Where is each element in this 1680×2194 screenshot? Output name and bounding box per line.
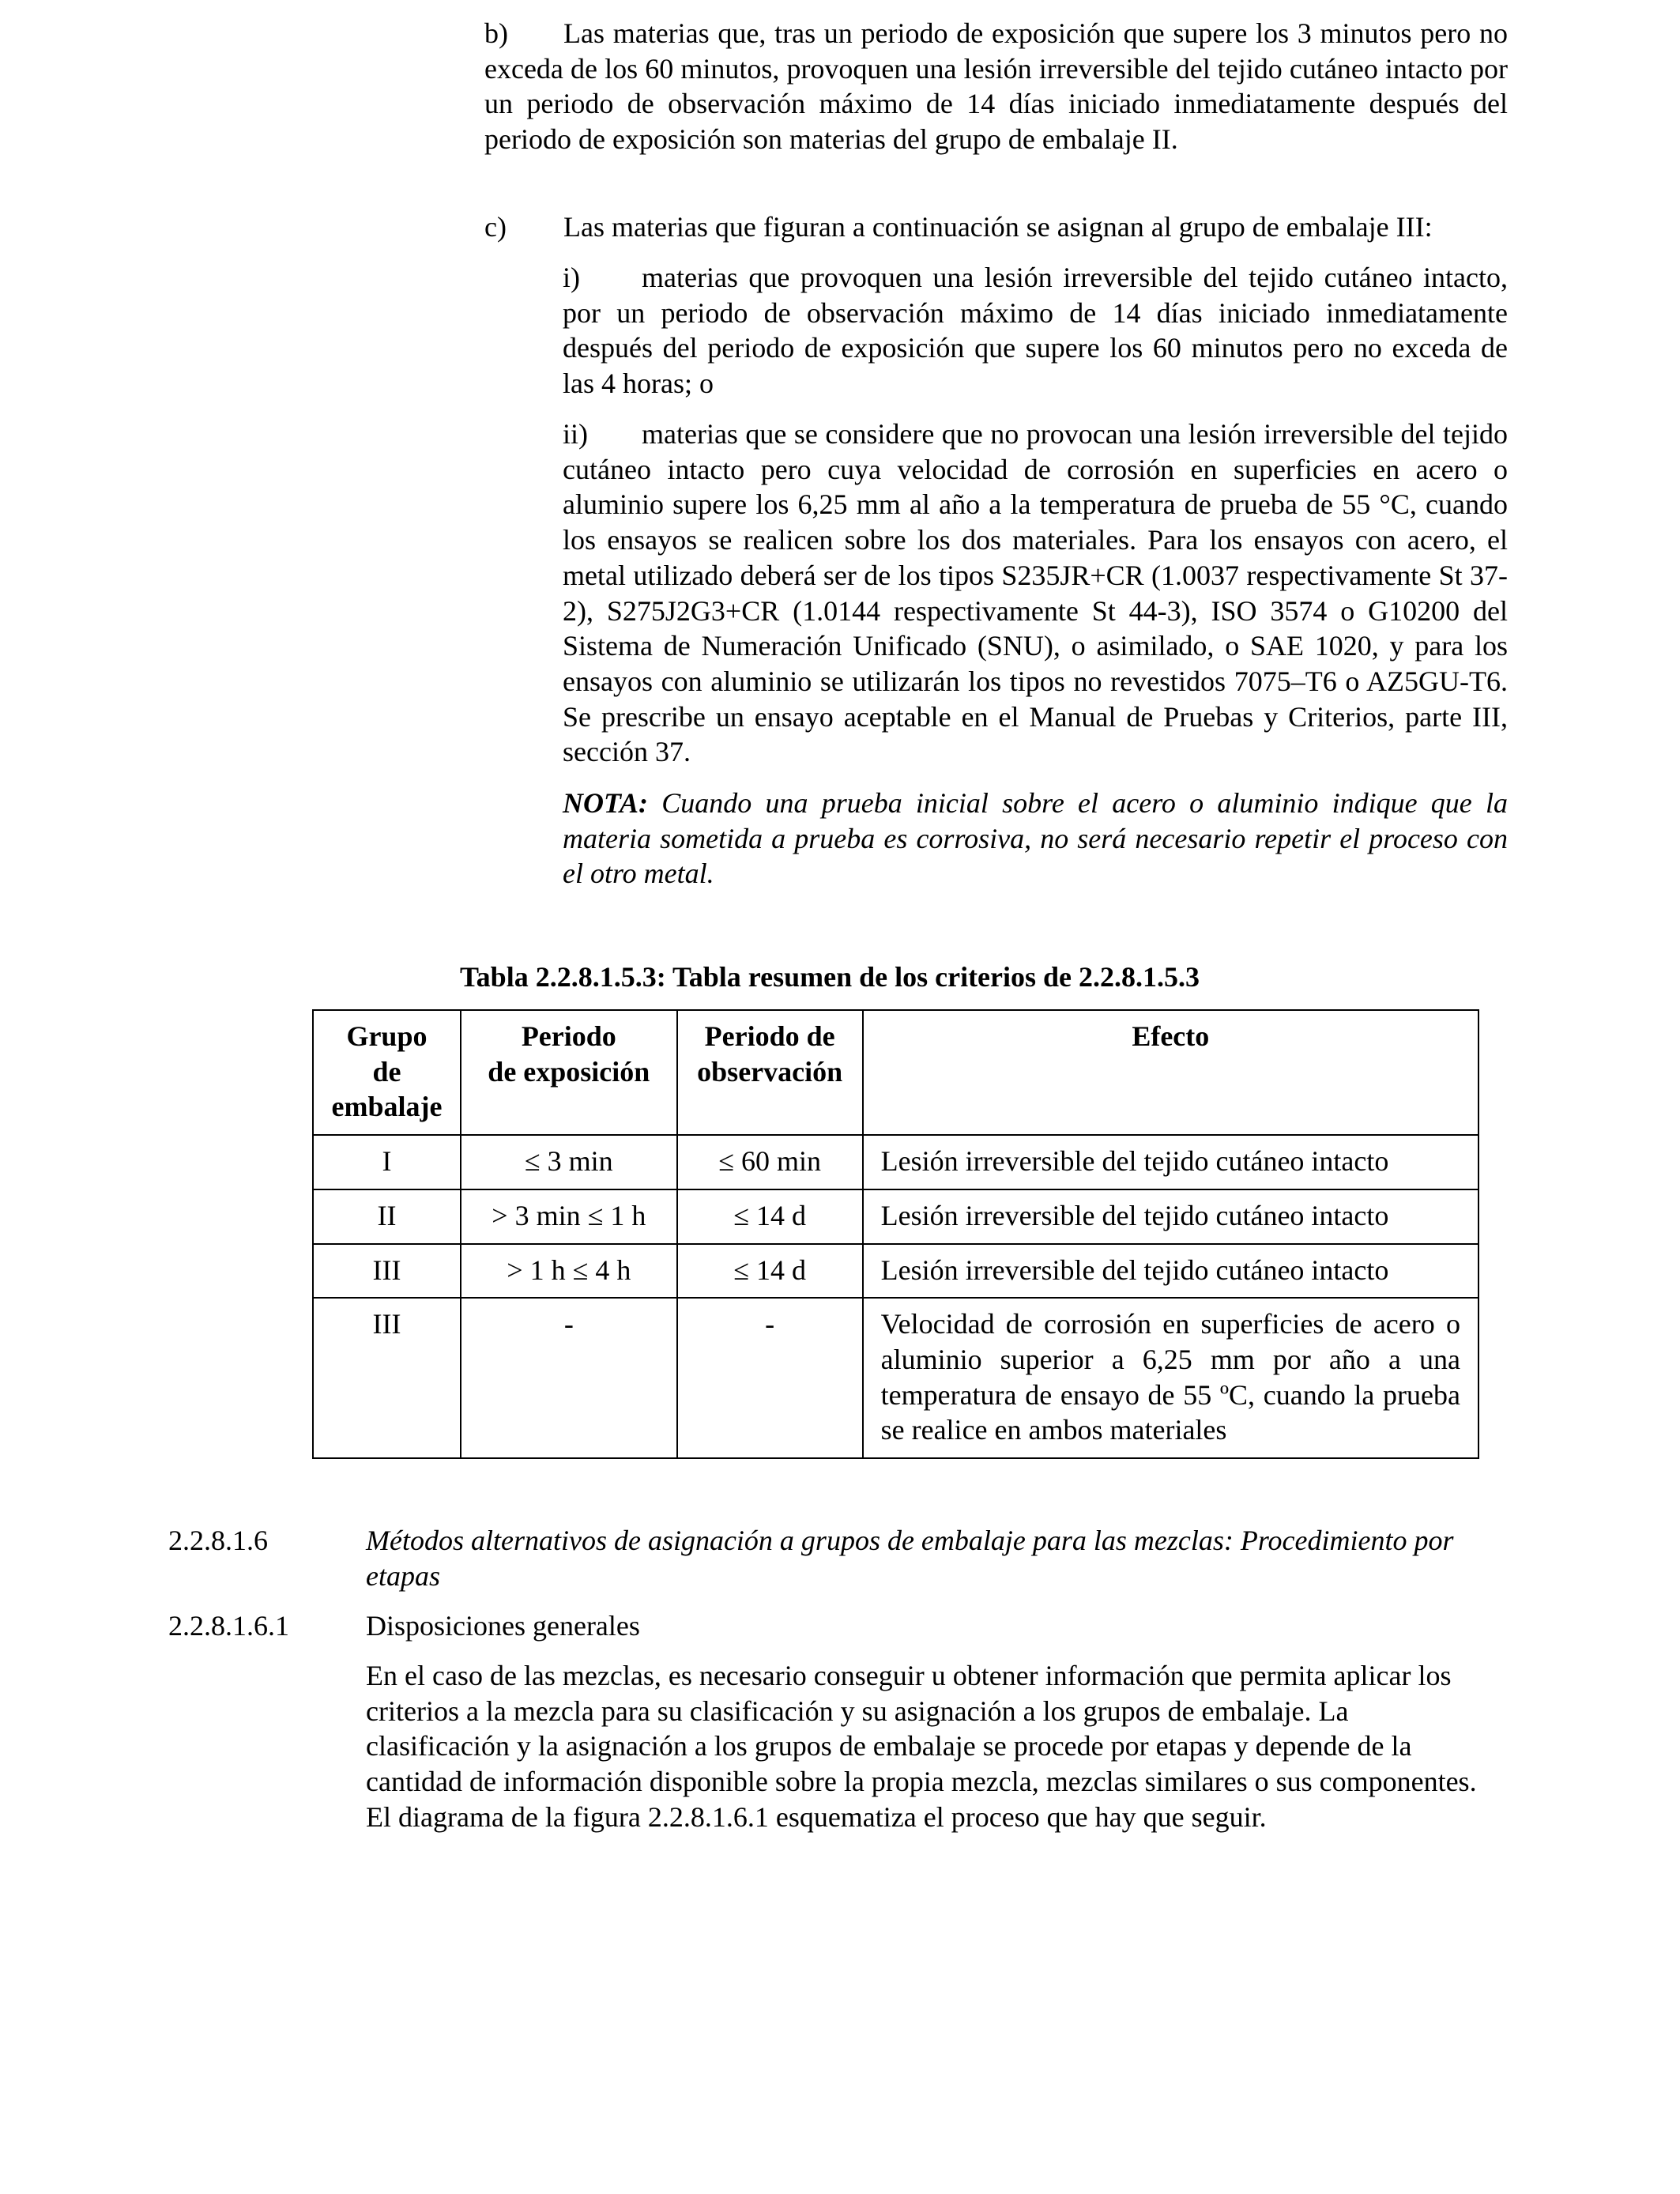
nota-text: Cuando una prueba inicial sobre el acero o aluminio indique que la materia sometida a prueba es corrosiva, no será necesario repetir el proceso con el otro metal. bbox=[563, 787, 1508, 890]
cell-exposicion: > 3 min ≤ 1 h bbox=[461, 1189, 677, 1244]
item-b-label: b) bbox=[484, 17, 508, 49]
section-2-2-8-1-6-number: 2.2.8.1.6 bbox=[168, 1525, 268, 1556]
table-header-row bbox=[313, 1010, 1478, 1135]
item-c-i-text: materias que provoquen una lesión irreversible del tejido cutáneo intacto, por un periodo de observación máximo de 14 días iniciado inmediatamente después del periodo de exposición que supere los 60 minutos pero no exceda de las 4 horas; o bbox=[563, 262, 1508, 400]
cell-observacion: ≤ 60 min bbox=[677, 1135, 863, 1189]
nota-paragraph bbox=[563, 786, 1508, 892]
cell-grupo: II bbox=[313, 1189, 461, 1244]
header-grupo-line-2: de bbox=[372, 1055, 401, 1088]
cell-exposicion: ≤ 3 min bbox=[461, 1135, 677, 1189]
header-observacion-line-1: Periodo de bbox=[704, 1020, 835, 1052]
nota-label: NOTA: bbox=[563, 787, 648, 819]
cell-observacion: ≤ 14 d bbox=[677, 1189, 863, 1244]
table-row bbox=[313, 1244, 1478, 1299]
item-b-text: Las materias que, tras un periodo de exposición que supere los 3 minutos pero no exceda de los 60 minutos, provoquen una lesión irreversible del tejido cutáneo intacto por un periodo de observación máximo de 14 días iniciado inmediatamente después del periodo de exposición son materias del grupo de embalaje II. bbox=[484, 17, 1508, 156]
header-exposicion-line-2: de exposición bbox=[488, 1055, 650, 1088]
section-2-2-8-1-6-1-title: Disposiciones generales bbox=[366, 1610, 640, 1642]
item-c-ii-paragraph bbox=[563, 417, 1508, 770]
header-exposicion-line-1: Periodo bbox=[521, 1020, 616, 1052]
table-row bbox=[313, 1189, 1478, 1244]
cell-efecto: Velocidad de corrosión en superficies de acero o aluminio superior a 6,25 mm por año a una temperatura de ensayo de 55 ºC, cuando la prueba se realice en ambos materiales bbox=[863, 1298, 1478, 1458]
header-grupo-line-3: embalaje bbox=[331, 1091, 443, 1123]
cell-grupo: III bbox=[313, 1244, 461, 1299]
table-title: Tabla 2.2.8.1.5.3: Tabla resumen de los criterios de 2.2.8.1.5.3 bbox=[459, 961, 1200, 993]
header-grupo-line-1: Grupo bbox=[346, 1020, 428, 1052]
cell-exposicion: > 1 h ≤ 4 h bbox=[461, 1244, 677, 1299]
cell-observacion: - bbox=[677, 1298, 863, 1458]
item-c-i-paragraph bbox=[563, 260, 1508, 401]
cell-grupo: III bbox=[313, 1298, 461, 1458]
header-efecto: Efecto bbox=[863, 1010, 1478, 1135]
header-grupo-embalaje bbox=[313, 1010, 461, 1135]
cell-efecto: Lesión irreversible del tejido cutáneo intacto bbox=[863, 1244, 1478, 1299]
section-2-2-8-1-6-1-number: 2.2.8.1.6.1 bbox=[168, 1610, 289, 1642]
cell-efecto: Lesión irreversible del tejido cutáneo intacto bbox=[863, 1189, 1478, 1244]
cell-grupo: I bbox=[313, 1135, 461, 1189]
header-periodo-exposicion bbox=[461, 1010, 677, 1135]
item-c-i-label: i) bbox=[563, 262, 580, 293]
header-periodo-observacion bbox=[677, 1010, 863, 1135]
item-c-text: Las materias que figuran a continuación se asignan al grupo de embalaje III: bbox=[563, 211, 1433, 243]
section-2-2-8-1-6-title: Métodos alternativos de asignación a grupos de embalaje para las mezclas: Procedimiento por etapas bbox=[366, 1525, 1454, 1592]
item-c-ii-label: ii) bbox=[563, 418, 588, 450]
item-c-label: c) bbox=[484, 211, 507, 243]
section-2-2-8-1-6-1-body: En el caso de las mezclas, es necesario conseguir u obtener información que permita aplicar los criterios a la mezcla para su clasificación y su asignación a los grupos de embalaje. La clasificación y la asignación a los grupos de embalaje se procede por etapas y depende de la cantidad de información disponible sobre la propia mezcla, mezclas similares o sus componentes. El diagrama de la figura 2.2.8.1.6.1 esquematiza el proceso que hay que seguir. bbox=[366, 1660, 1477, 1833]
cell-exposicion: - bbox=[461, 1298, 677, 1458]
cell-observacion: ≤ 14 d bbox=[677, 1244, 863, 1299]
table-row bbox=[313, 1135, 1478, 1189]
item-b-paragraph bbox=[484, 16, 1508, 157]
item-c-ii-text: materias que se considere que no provocan una lesión irreversible del tejido cutáneo intacto pero cuya velocidad de corrosión en superficies en acero o aluminio supere los 6,25 mm al año a la temperatura de prueba de 55 °C, cuando los ensayos se realicen sobre los dos materiales. Para los ensayos con acero, el metal utilizado deberá ser de los tipos S235JR+CR (1.0037 respectivamente St 37-2), S275J2G3+CR (1.0144 respectivamente St 44-3), ISO 3574 o G10200 del Sistema de Numeración Unificado (SNU), o asimilado, o SAE 1020, y para los ensayos con aluminio se utilizarán los tipos no revestidos 7075–T6 o AZ5GU-T6. Se prescribe un ensayo aceptable en el Manual de Pruebas y Criterios, parte III, sección 37. bbox=[563, 418, 1508, 768]
header-observacion-line-2: observación bbox=[697, 1055, 843, 1088]
table-row bbox=[313, 1298, 1478, 1458]
cell-efecto: Lesión irreversible del tejido cutáneo intacto bbox=[863, 1135, 1478, 1189]
item-c-paragraph bbox=[484, 209, 1508, 245]
criteria-summary-table bbox=[312, 1009, 1479, 1459]
